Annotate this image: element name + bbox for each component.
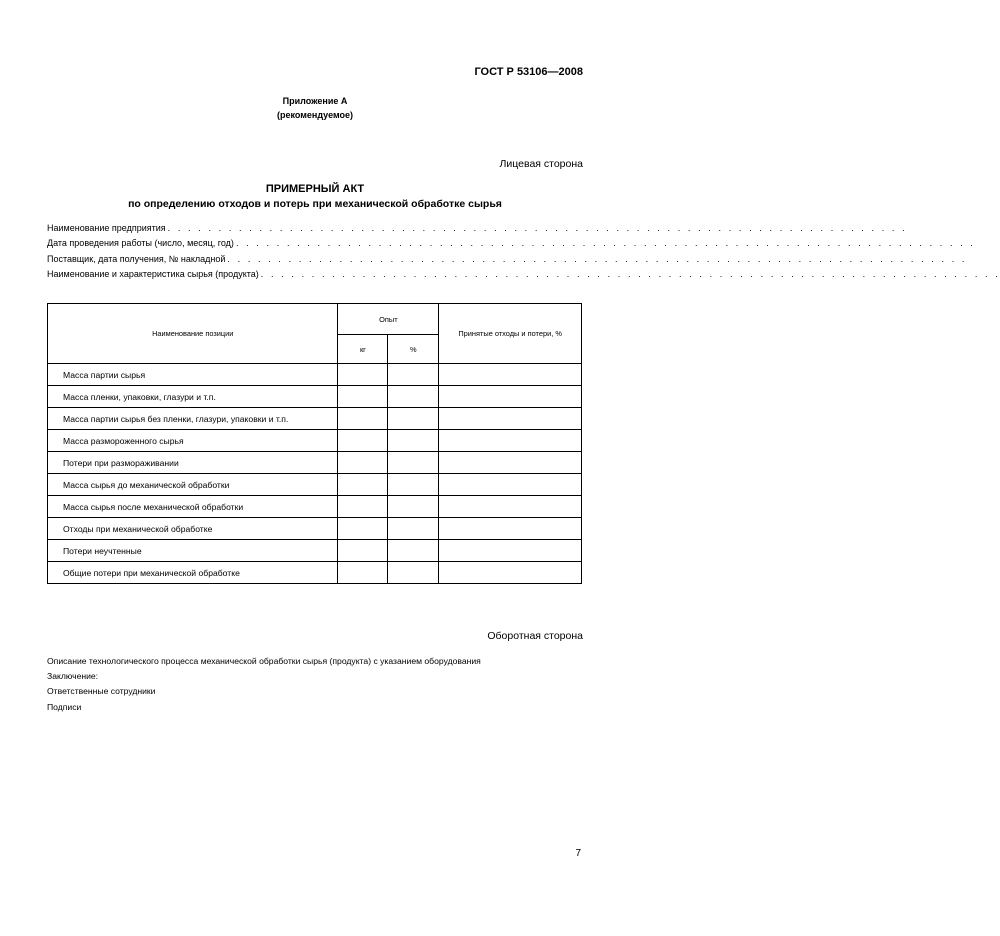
cell-kg[interactable] [338,364,388,386]
cell-accepted[interactable] [439,364,582,386]
signatures-line: Подписи [47,702,82,712]
row-name: Масса партии сырья [48,364,338,386]
fill-in-dots: . . . . . . . . . . . . . . . . . . . . . . . . . . . . . . . . . . . . . . . . . . . . . . . . . . . . . . . . . . . . . . . . . . . . . . . . . [235,238,976,248]
cell-accepted[interactable] [439,562,582,584]
cell-accepted[interactable] [439,386,582,408]
cell-percent[interactable] [388,496,439,518]
act-title: ПРИМЕРНЫЙ АКТ [265,183,365,195]
page-number: 7 [575,848,581,859]
row-name: Масса сырья до механической обработки [48,474,338,496]
cell-kg[interactable] [338,518,388,540]
losses-table [47,303,582,584]
cell-accepted[interactable] [439,518,582,540]
process-description-line: Описание технологического процесса механической обработки сырья (продукта) с указанием оборудования [47,656,481,666]
row-name: Масса размороженного сырья [48,430,338,452]
row-name: Масса пленки, упаковки, глазури и т.п. [48,386,338,408]
cell-accepted[interactable] [439,540,582,562]
standard-number: ГОСТ Р 53106—2008 [474,66,583,78]
form-field-label: Поставщик, дата получения, № накладной [47,254,226,264]
row-name: Общие потери при механической обработке [48,562,338,584]
appendix-title: Приложение А [282,96,348,106]
cell-percent[interactable] [388,364,439,386]
row-name: Потери при размораживании [48,452,338,474]
form-field-raw-material [47,269,1000,283]
cell-kg[interactable] [338,496,388,518]
header-accepted-losses: Принятые отходы и потери, % [439,304,582,364]
cell-accepted[interactable] [439,452,582,474]
fill-in-dots: . . . . . . . . . . . . . . . . . . . . . . . . . . . . . . . . . . . . . . . . . . . . . . . . . . . . . . . . . . . . . . . . . . . . . . . . . [227,254,967,264]
cell-percent[interactable] [388,518,439,540]
cell-kg[interactable] [338,452,388,474]
cell-percent[interactable] [388,452,439,474]
table-row [48,364,582,386]
table-row [48,562,582,584]
cell-percent[interactable] [388,540,439,562]
cell-kg[interactable] [338,562,388,584]
conclusion-line: Заключение: [47,671,99,681]
table-row [48,452,582,474]
cell-percent[interactable] [388,474,439,496]
cell-kg[interactable] [338,430,388,452]
row-name: Масса сырья после механической обработки [48,496,338,518]
header-position: Наименование позиции [48,304,338,364]
header-kg: кг [338,335,388,364]
cell-percent[interactable] [388,430,439,452]
form-field-label: Наименование и характеристика сырья (продукта) [47,269,259,279]
cell-kg[interactable] [338,474,388,496]
table-row [48,430,582,452]
fill-in-dots: . . . . . . . . . . . . . . . . . . . . . . . . . . . . . . . . . . . . . . . . . . . . . . . . . . . . . . . . . . . . . . . . . . . . . . . . . [260,269,1000,279]
table-row [48,518,582,540]
front-side-label: Лицевая сторона [499,158,583,170]
cell-accepted[interactable] [439,496,582,518]
table-row [48,496,582,518]
row-name: Отходы при механической обработке [48,518,338,540]
table-row [48,408,582,430]
form-field-enterprise [47,223,908,237]
row-name: Масса партии сырья без пленки, глазури, упаковки и т.п. [48,408,338,430]
cell-percent[interactable] [388,408,439,430]
form-field-label: Наименование предприятия [47,223,166,233]
cell-percent[interactable] [388,562,439,584]
cell-kg[interactable] [338,386,388,408]
header-percent: % [388,335,439,364]
form-field-date [47,238,976,252]
cell-percent[interactable] [388,386,439,408]
cell-kg[interactable] [338,408,388,430]
form-field-label: Дата проведения работы (число, месяц, год) [47,238,234,248]
fill-in-dots: . . . . . . . . . . . . . . . . . . . . . . . . . . . . . . . . . . . . . . . . . . . . . . . . . . . . . . . . . . . . . . . . . . . . . . . . . [167,223,908,233]
cell-accepted[interactable] [439,408,582,430]
appendix-status: (рекомендуемое) [277,110,353,120]
responsible-staff-line: Ответственные сотрудники [47,686,156,696]
cell-kg[interactable] [338,540,388,562]
row-name: Потери неучтенные [48,540,338,562]
act-subtitle: по определению отходов и потерь при механической обработке сырья [128,198,502,210]
cell-accepted[interactable] [439,430,582,452]
back-side-label: Оборотная сторона [487,630,583,642]
table-row [48,540,582,562]
header-experiment: Опыт [338,304,439,335]
form-field-supplier [47,254,967,268]
table-row [48,474,582,496]
table-row [48,386,582,408]
cell-accepted[interactable] [439,474,582,496]
